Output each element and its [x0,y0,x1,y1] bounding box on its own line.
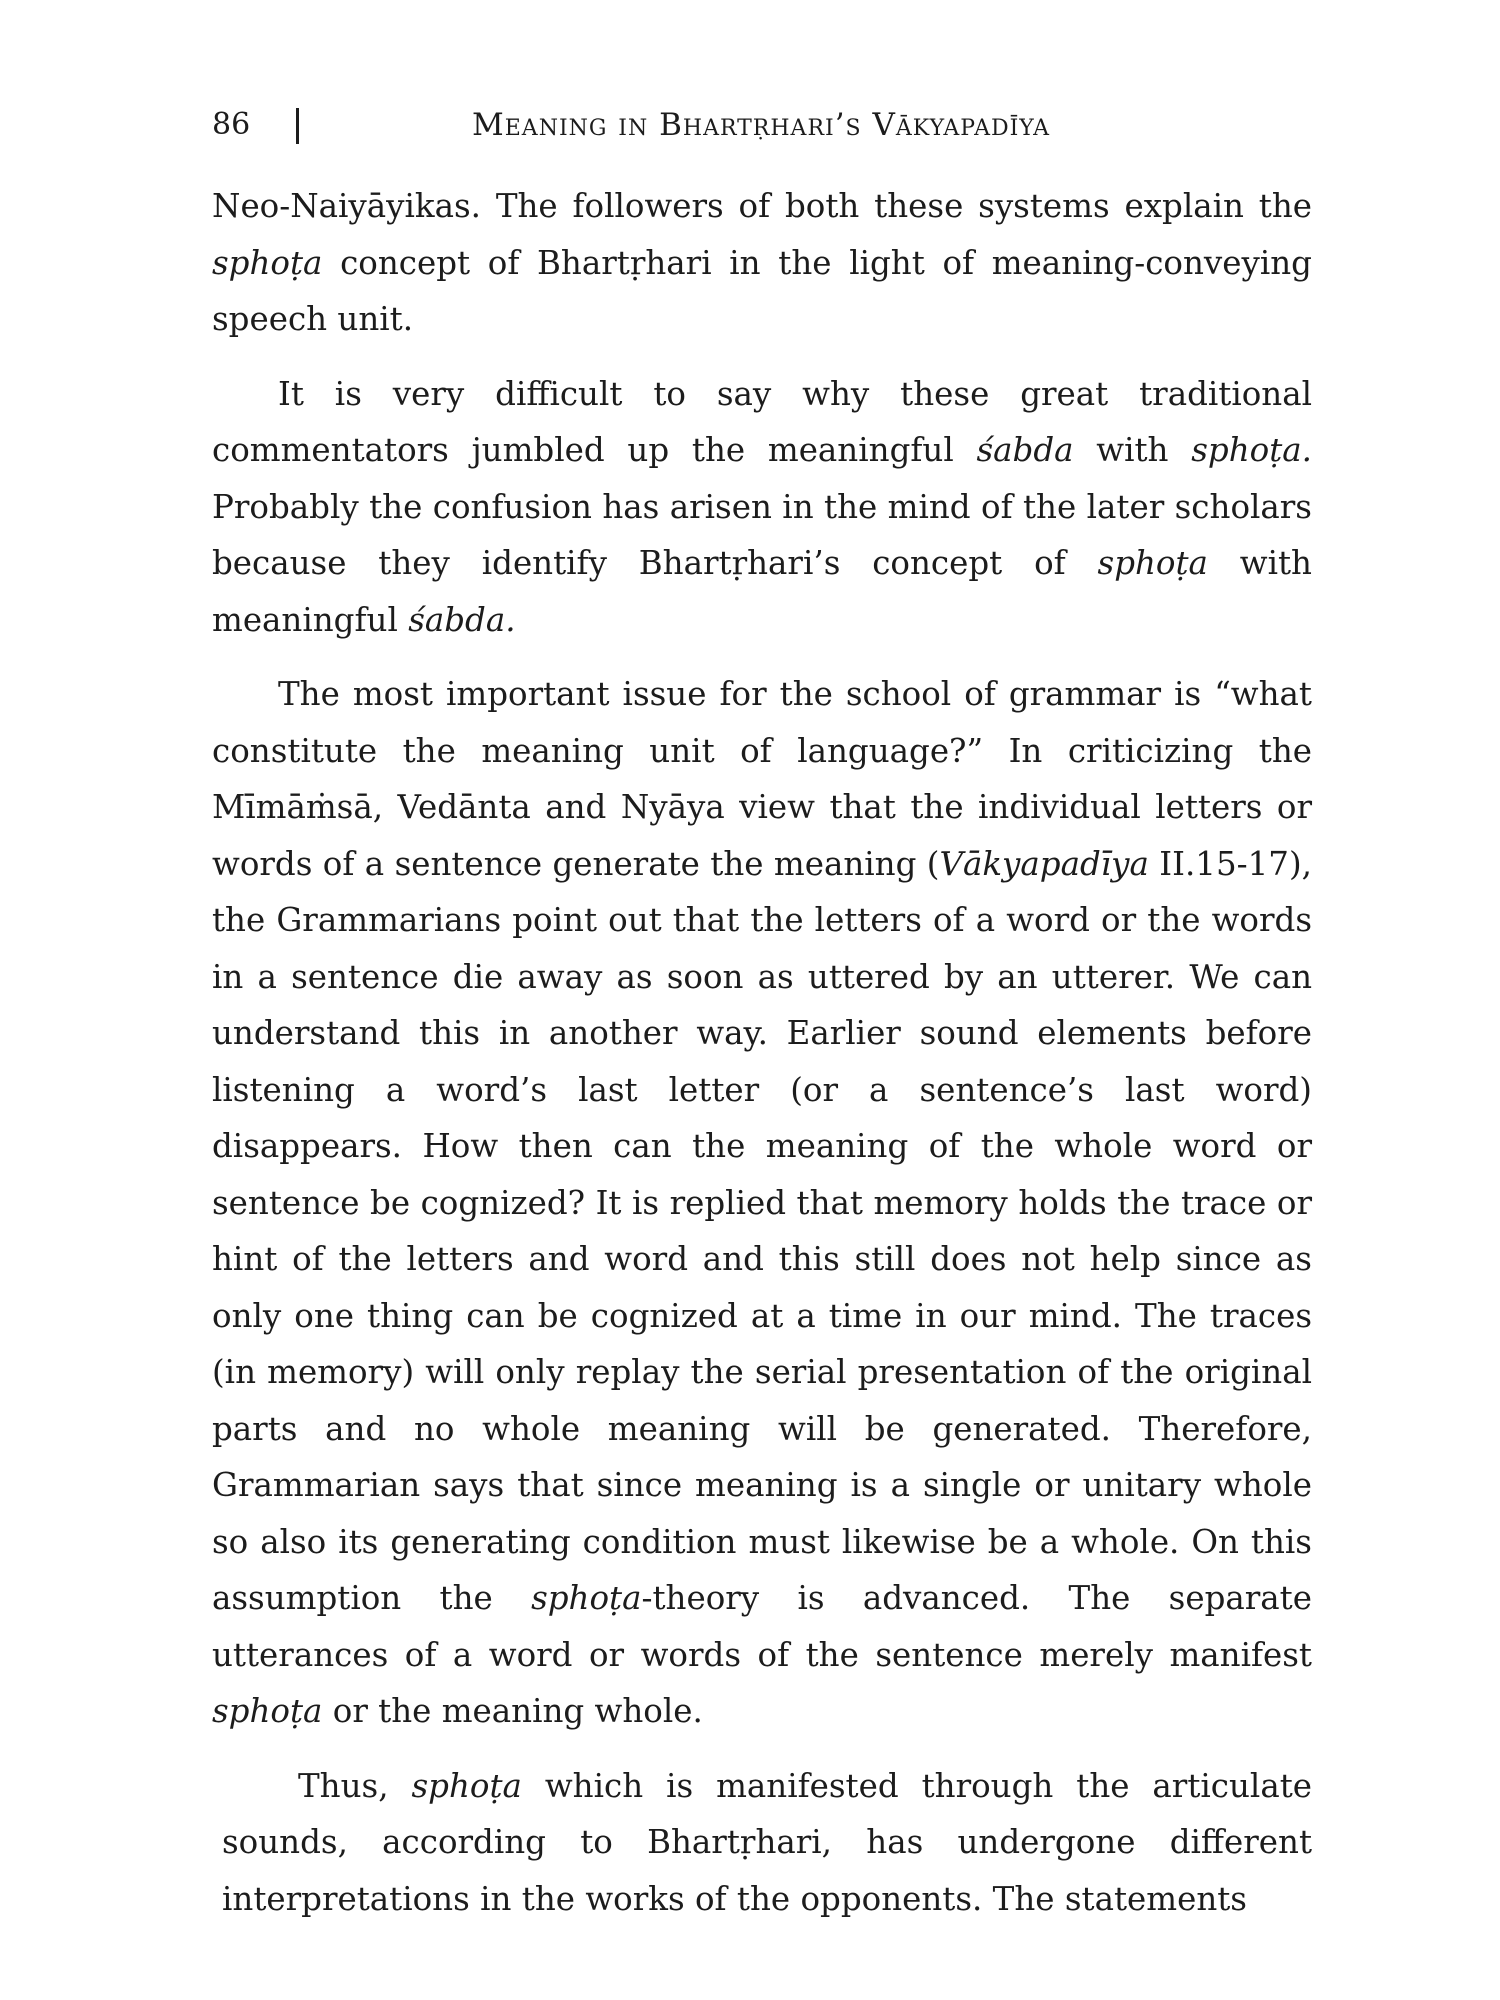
paragraph-2 [212,366,1312,649]
paragraph-4 [222,1758,1312,1928]
text-run: with [1073,431,1192,469]
body-text [212,178,1312,1945]
italic-term: sphoṭa. [1191,431,1312,469]
text-run: or the meaning whole. [322,1692,703,1730]
italic-term: sphoṭa [531,1579,642,1617]
running-title: Meaning in Bhartṛhari’s Vākyapadīya [472,107,1051,143]
header-divider [296,108,299,144]
italic-term: śabda [976,431,1074,469]
page-number: 86 [212,107,251,142]
text-run: which is manifested through the articulate sounds, according to Bhartṛhari, has undergone different interpretations in the works of the opponents. The statements [222,1766,1312,1918]
text-run: -theory is advanced. The separate utterances of a word or words of the sentence merely manifest [212,1579,1312,1674]
paragraph-3 [212,666,1312,1740]
paragraph-1 [212,178,1312,348]
text-run: II.15-17), the Grammarians point out that the letters of a word or the words in a sentence die away as soon as uttered by an utterer. We can understand this in another way. Earlier sound elements before listening a word’s last letter (or a sentence’s last word) disappears. How then can the meaning of the whole word or sentence be cognized? It is replied that memory holds the trace or hint of the letters and word and this still does not help since as only one thing can be cognized at a time in our mind. The traces (in memory) will only replay the serial presentation of the original parts and no whole meaning will be generated. Therefore, Grammarian says that since meaning is a single or unitary whole so also its generating condition must likewise be a whole. On this assumption the [212,844,1312,1617]
text-run: with meaningful [212,544,1312,639]
text-run: The most important issue for the school of grammar is “what constitute the meaning unit of language?” In criticizing the Mīmāṁsā, Vedānta and Nyāya view that the individual letters or words of a sentence generate the meaning ( [212,675,1312,883]
text-run: Neo-Naiyāyikas. The followers of both these systems explain the [212,187,1312,225]
text-run: Probably the confusion has arisen in the mind of the later scholars because they identify Bhartṛhari’s concept of [212,487,1312,582]
italic-term: sphoṭa [411,1766,522,1805]
italic-term: Vākyapadīya [939,844,1149,883]
italic-term: śabda. [408,600,516,639]
italic-term: sphoṭa [212,1692,323,1730]
text-run: Thus, [298,1766,412,1805]
italic-term: sphoṭa [212,243,323,282]
text-run: It is very difficult to say why these great traditional commentators jumbled up the meaningful [212,374,1312,469]
running-header [212,100,1312,150]
italic-term: sphoṭa [1097,544,1208,582]
text-run: concept of Bhartṛhari in the light of meaning-conveying speech unit. [212,243,1312,338]
